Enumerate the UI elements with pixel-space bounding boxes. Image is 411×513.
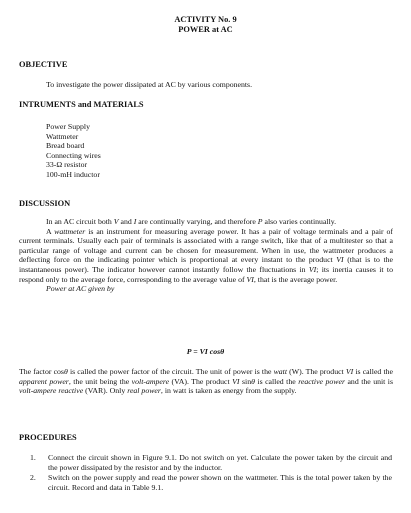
material-item: Bread board	[46, 141, 85, 151]
step-number: 2.	[30, 473, 36, 483]
discussion-body	[19, 217, 393, 294]
activity-topic: POWER at AC	[178, 25, 233, 34]
material-item: 33-Ω resistor	[46, 160, 88, 170]
procedures-heading: PROCEDURES	[19, 433, 77, 442]
discussion-heading: DISCUSSION	[19, 199, 71, 208]
step-text: Switch on the power supply and read the power shown on the wattmeter. This is the total power taken by the circuit. Record and data in Table 9.1.	[48, 473, 392, 492]
objective-text: To investigate the power dissipated at AC by various components.	[46, 80, 253, 89]
procedure-step	[30, 473, 392, 492]
material-item: 100-mH inductor	[46, 169, 100, 179]
activity-number: ACTIVITY No. 9	[174, 15, 237, 24]
material-item: Wattmeter	[46, 131, 79, 141]
materials-list	[46, 122, 101, 180]
objective-heading: OBJECTIVE	[19, 60, 68, 69]
power-formula: P = VI cosθ	[186, 347, 225, 356]
procedures-list	[30, 453, 392, 493]
material-item: Power Supply	[46, 122, 90, 131]
discussion-paragraph-2: A wattmeter is an instrument for measuring average power. It has a pair of voltage terminals and a pair of current terminals. Usually each pair of terminals is associated with a range switch, like that of a multitester so that a particular range of voltage and current can be chosen for measurement. When in use, the wattmeter produces a deflecting force on the indicating pointer which is proportional at every instant to the product VI (that is to the instantaneous power). The indicator however cannot instantly follow the fluctuations in VI; its inertia causes it to respond only to the average force, corresponding to the average value of VI, that is the average power.	[19, 226, 393, 284]
procedure-step	[30, 453, 392, 472]
step-number: 1.	[30, 453, 36, 462]
discussion-paragraph-1: In an AC circuit both V and I are continually varying, and therefore P also varies continually.	[46, 217, 337, 226]
discussion-paragraph-4: The factor cosθ is called the power factor of the circuit. The unit of power is the watt (W). The product VI is called the apparent power, the unit being the volt-ampere (VA). The product VI sinθ is called the reactive power and the unit is volt-ampere reactive (VAR). Only real power, in watt is taken as energy from the supply.	[19, 367, 393, 396]
materials-heading: INTRUMENTS and MATERIALS	[19, 100, 144, 109]
discussion-paragraph-3: Power at AC given by	[46, 284, 115, 294]
step-text: Connect the circuit shown in Figure 9.1. Do not switch on yet. Calculate the power taken by the circuit and the power dissipated by the resistor and by the inductor.	[48, 453, 392, 472]
power-factor-paragraph	[19, 367, 393, 396]
material-item: Connecting wires	[46, 150, 101, 160]
